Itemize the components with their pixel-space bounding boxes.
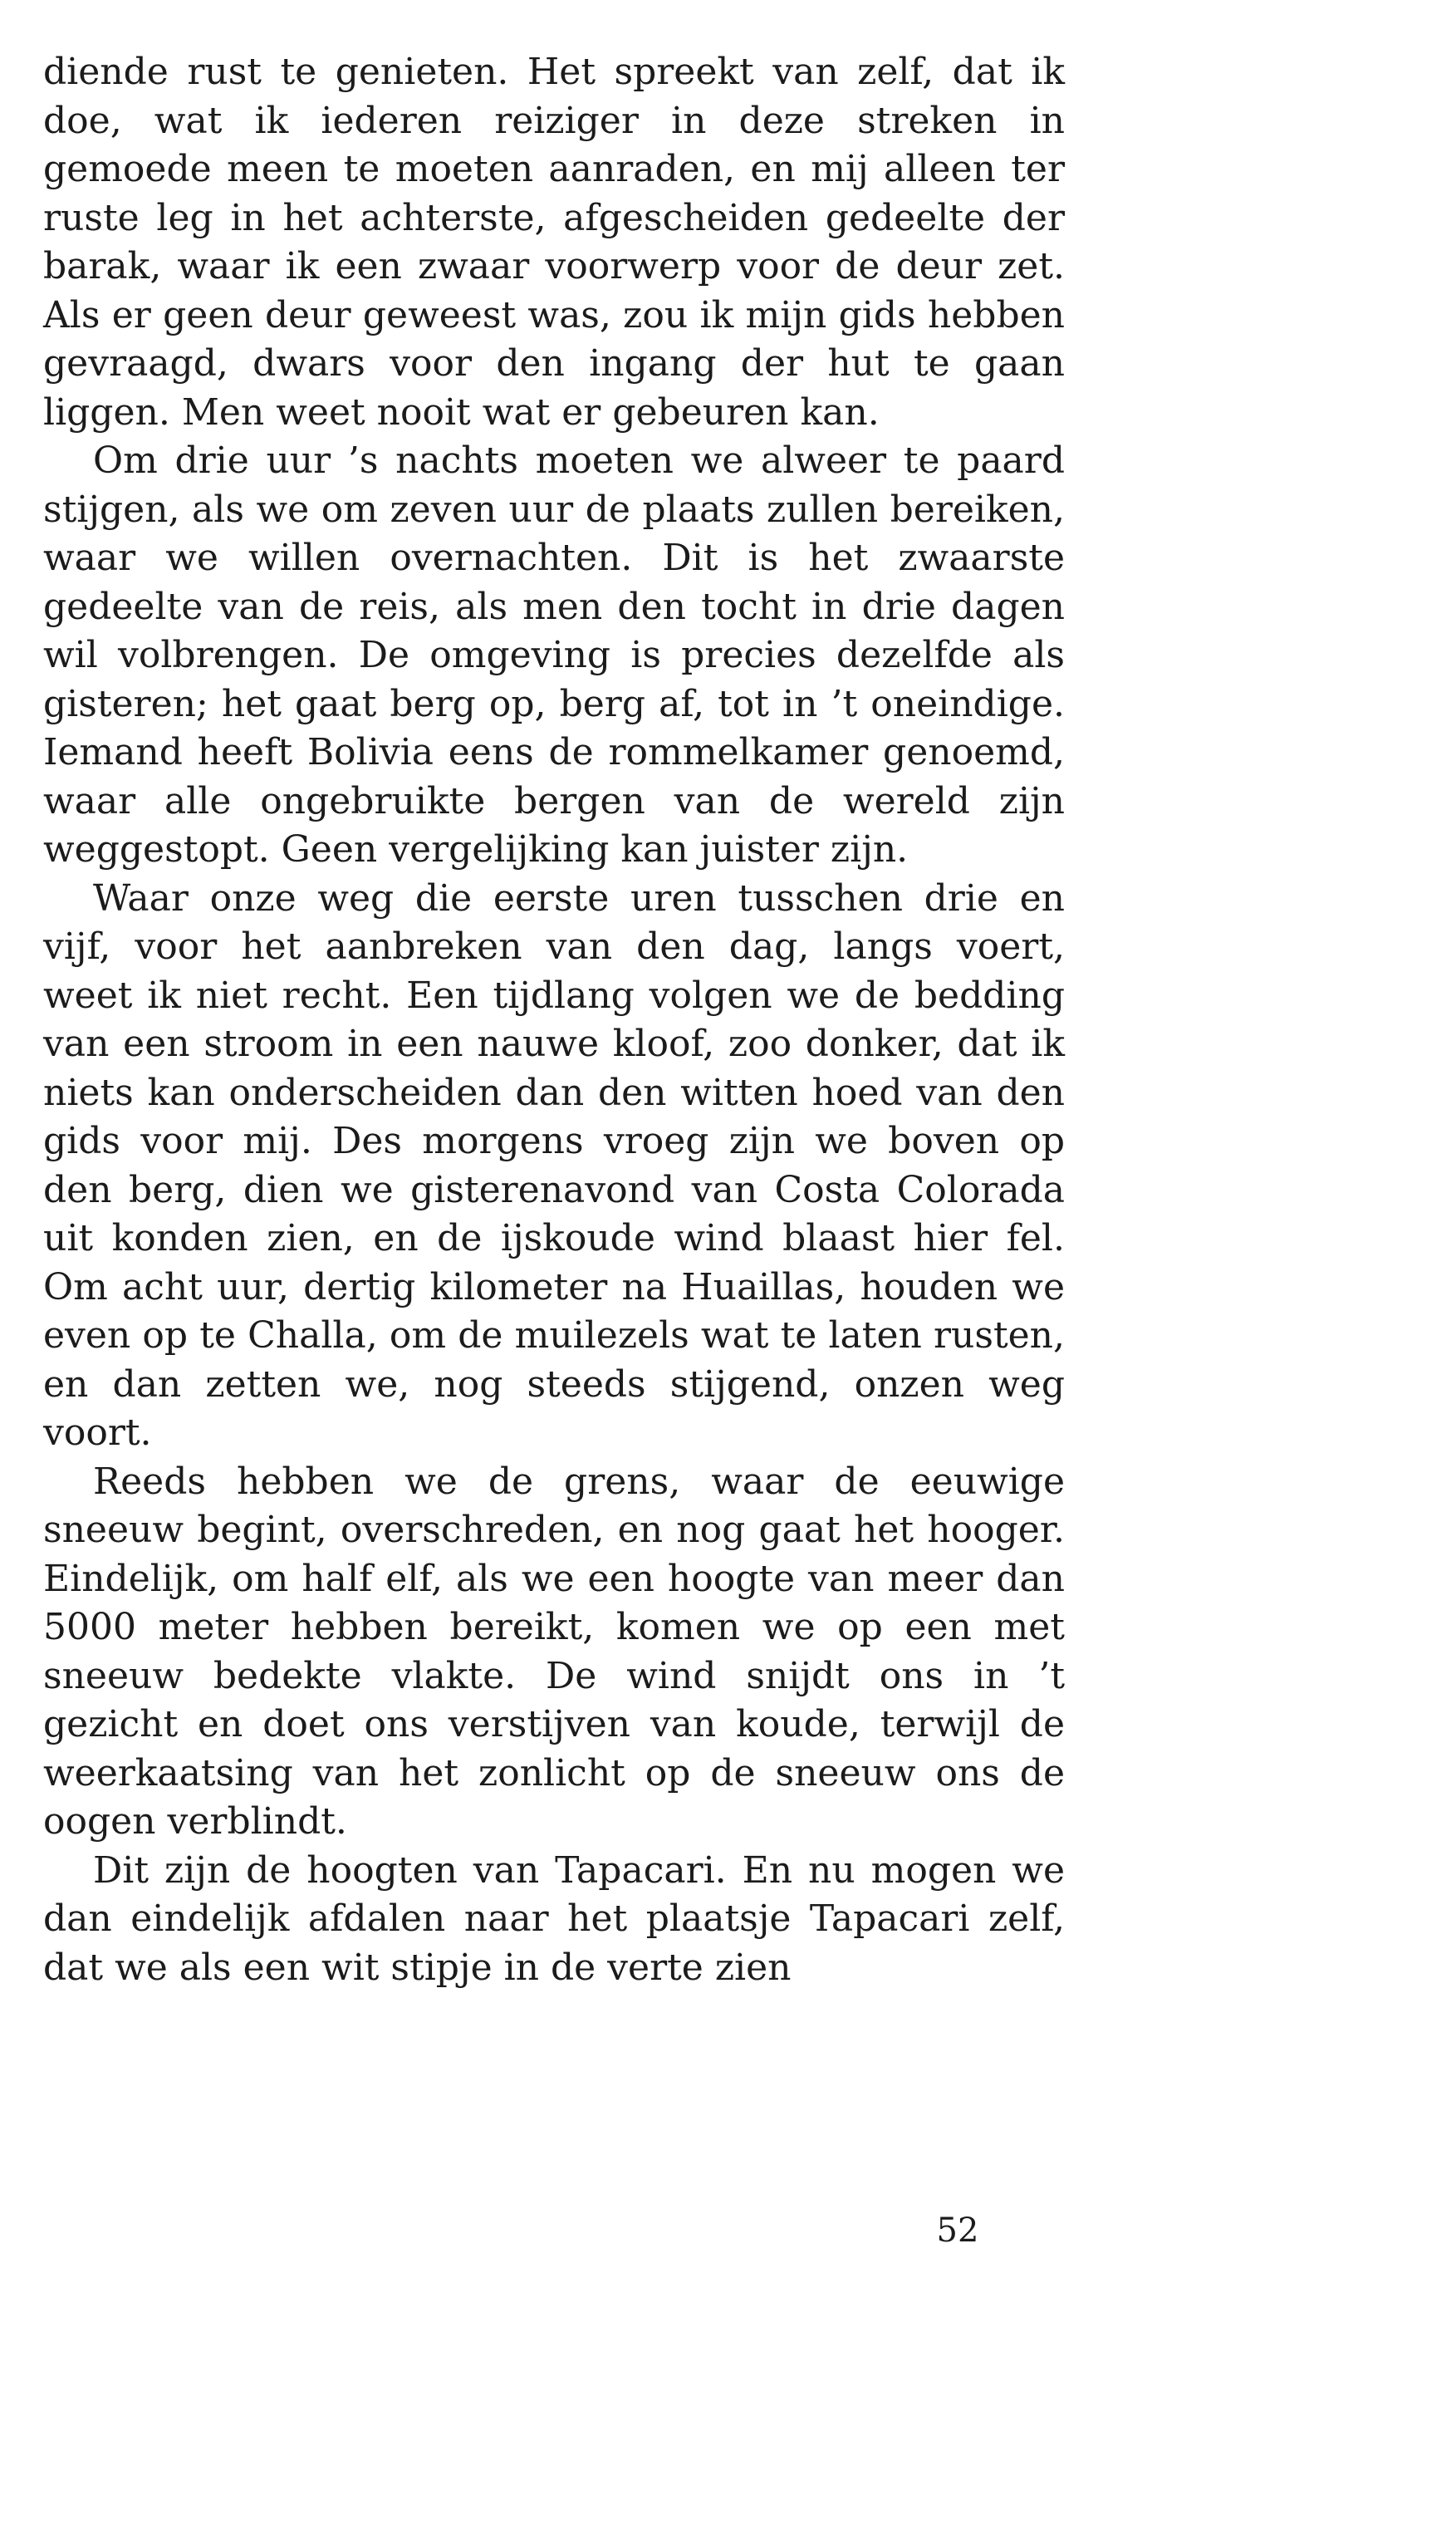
paragraph-continuation: diende rust te genieten. Het spreekt van zelf, dat ik doe, wat ik iederen reiziger in deze streken in gemoede meen te moeten aanraden, en mij alleen ter ruste leg in het achterste, afgescheiden gedeelte der barak, waar ik een zwaar voorwerp voor de deur zet. Als er geen deur geweest was, zou ik mijn gids hebben gevraagd, dwars voor den ingang der hut te gaan liggen. Men weet nooit wat er gebeuren kan. (43, 51, 1065, 434)
paragraph-night-departure: Om drie uur ’s nachts moeten we alweer te paard stijgen, als we om zeven uur de plaats zullen bereiken, waar we willen overnachten. Dit is het zwaarste gedeelte van de reis, als men den tocht in drie dagen wil volbrengen. De omgeving is precies dezelfde als gisteren; het gaat berg op, berg af, tot in ’t oneindige. Iemand heeft Bolivia eens de rommelkamer genoemd, waar alle ongebruikte bergen van de wereld zijn weggestopt. Geen vergelijking kan juister zijn. (43, 439, 1065, 871)
paragraph-early-route: Waar onze weg die eerste uren tusschen drie en vijf, voor het aanbreken van den dag, langs voert, weet ik niet recht. Een tijdlang volgen we de bedding van een stroom in een nauwe kloof, zoo donker, dat ik niets kan onderscheiden dan den witten hoed van den gids voor mij. Des morgens vroeg zijn we boven op den berg, dien we gisterenavond van Costa Colorada uit konden zien, en de ijskoude wind blaast hier fel. Om acht uur, dertig kilometer na Huaillas, houden we even op te Challa, om de muilezels wat te laten rusten, en dan zetten we, nog steeds stijgend, onzen weg voort. (43, 876, 1065, 1454)
paragraph-tapacari-heights: Dit zijn de hoogten van Tapacari. En nu mogen we dan eindelijk afdalen naar het plaatsje Tapacari zelf, dat we als een wit stipje in de verte zien (43, 1848, 1065, 1989)
book-page (43, 48, 1065, 1992)
paragraph-snow-plateau: Reeds hebben we de grens, waar de eeuwige sneeuw begint, overschreden, en nog gaat het hooger. Eindelijk, om half elf, als we een hoogte van meer dan 5000 meter hebben bereikt, komen we op een met sneeuw bedekte vlakte. De wind snijdt ons in ’t gezicht en doet ons verstijven van koude, terwijl de weerkaatsing van het zonlicht op de sneeuw ons de oogen verblindt. (43, 1460, 1065, 1843)
page-number: 52 (936, 2212, 979, 2250)
